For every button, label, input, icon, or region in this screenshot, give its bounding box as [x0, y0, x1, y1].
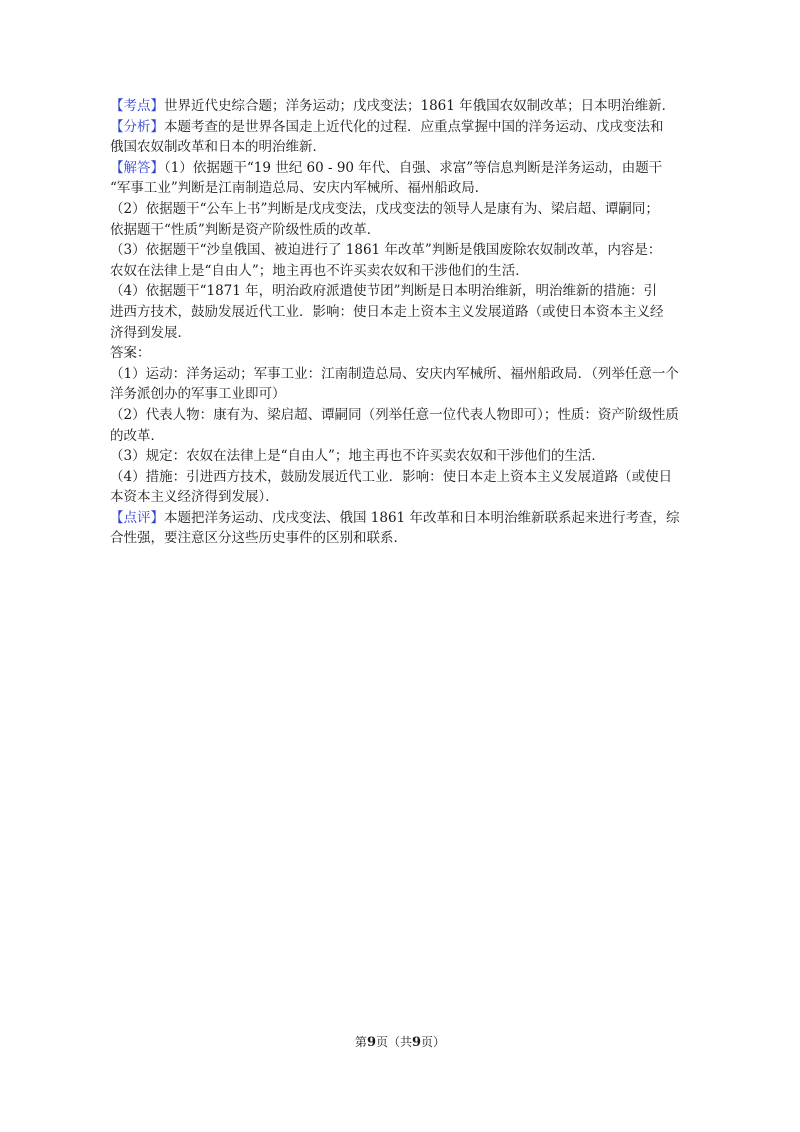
- jieda-text: （3）依据题干“沙皇俄国、被迫进行了 1861 年改革”判断是俄国废除农奴制改革，内容是：: [110, 242, 662, 259]
- jieda-text: 依据题干“性质”判断是资产阶级性质的改革．: [110, 221, 381, 238]
- answer-heading: 答案：: [110, 345, 151, 362]
- footer-middle: 页（共: [375, 1035, 412, 1049]
- jieda-text: （1）依据题干“19 世纪 60 - 90 年代、自强、求富”等信息判断是洋务运动，由题干: [164, 159, 663, 176]
- dianping-line: [110, 508, 690, 529]
- jieda-text: （2）依据题干“公车上书”判断是戊戌变法，戊戌变法的领导人是康有为、梁启超、谭嗣同；: [110, 200, 659, 217]
- footer-prefix: 第: [354, 1035, 367, 1049]
- fenxi-line: [110, 117, 690, 138]
- jieda-text: 济得到发展．: [110, 324, 191, 341]
- jieda-line: [110, 158, 690, 179]
- jieda-text: 进西方技术，鼓励发展近代工业．影响：使日本走上资本主义发展道路（或使日本资本主义经: [110, 303, 664, 320]
- answer-text: 洋务派创办的军事工业即可）: [110, 386, 286, 403]
- jieda-text: 农奴在法律上是“自由人”；地主再也不许买卖农奴和干涉他们的生活．: [110, 262, 529, 279]
- dianping-text: 合性强，要注意区分这些历史事件的区别和联系．: [110, 530, 407, 547]
- answer-content: [110, 96, 690, 549]
- jieda-tag: 【解答】: [110, 159, 164, 176]
- total-pages: 9: [412, 1035, 422, 1050]
- dianping-text: 本题把洋务运动、戊戌变法、俄国 1861 年改革和日本明治维新联系起来进行考查，综: [164, 509, 680, 526]
- jieda-text: （4）依据题干“1871 年，明治政府派遣使节团”判断是日本明治维新，明治维新的措施：引: [110, 283, 658, 300]
- answer-text: （2）代表人物：康有为、梁启超、谭嗣同（列举任意一位代表人物即可）；性质：资产阶级性质: [110, 406, 679, 423]
- page-number: 9: [366, 1035, 376, 1050]
- jieda-text: “军事工业”判断是江南制造总局、安庆内军械所、福州船政局．: [110, 180, 489, 197]
- answer-text: （4）措施：引进西方技术，鼓励发展近代工业．影响：使日本走上资本主义发展道路（或使日: [110, 468, 673, 485]
- fenxi-tag: 【分析】: [110, 118, 164, 135]
- answer-text: 的改革．: [110, 427, 164, 444]
- answer-text: 本资本主义经济得到发展）．: [110, 489, 279, 506]
- page-footer: [0, 1033, 800, 1050]
- fenxi-text: 本题考查的是世界各国走上近代化的过程．应重点掌握中国的洋务运动、戊戌变法和: [164, 118, 664, 135]
- kaodian-tag: 【考点】: [110, 98, 164, 114]
- kaodian-line: [110, 96, 690, 117]
- dianping-tag: 【点评】: [110, 509, 164, 526]
- fenxi-text: 俄国农奴制改革和日本的明治维新．: [110, 139, 326, 156]
- answer-text: （3）规定：农奴在法律上是“自由人”；地主再也不许买卖农奴和干涉他们的生活．: [110, 448, 605, 465]
- kaodian-text: 世界近代史综合题；洋务运动；戊戌变法；1861 年俄国农奴制改革；日本明治维新．: [164, 98, 676, 114]
- answer-text: （1）运动：洋务运动；军事工业：江南制造总局、安庆内军械所、福州船政局．（列举任意一个: [110, 365, 679, 382]
- footer-suffix: 页）: [421, 1035, 446, 1049]
